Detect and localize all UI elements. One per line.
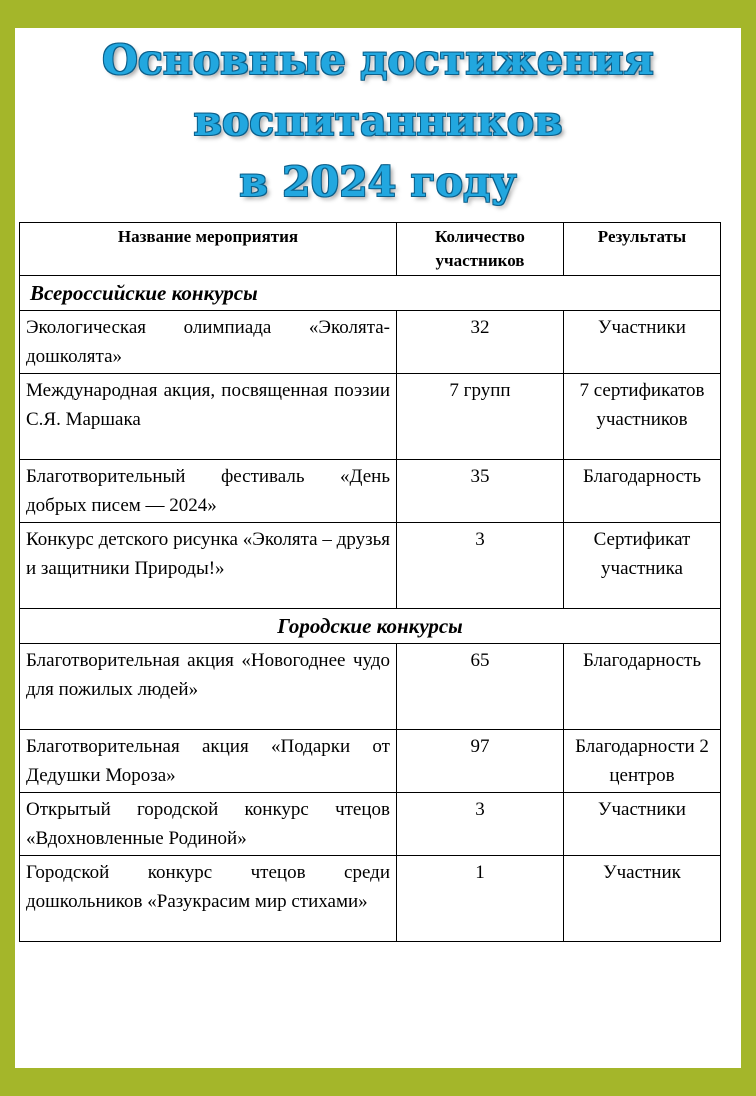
event-result: Сертификат участника [564, 523, 721, 609]
achievements-table [19, 222, 721, 942]
event-name: Благотворительная акция «Новогоднее чудо для пожилых людей» [20, 644, 397, 730]
table-row [20, 374, 721, 460]
section-title: Городские конкурсы [20, 609, 721, 644]
participant-count: 97 [397, 730, 564, 793]
table-row [20, 311, 721, 374]
participant-count: 65 [397, 644, 564, 730]
event-result: Благодарность [564, 644, 721, 730]
title-line-2: воспитанников [193, 97, 563, 145]
event-name: Благотворительный фестиваль «День добрых писем — 2024» [20, 460, 397, 523]
event-result: Участники [564, 311, 721, 374]
event-result: Благодарности 2 центров [564, 730, 721, 793]
participant-count: 3 [397, 793, 564, 856]
table-row [20, 730, 721, 793]
event-result: Участники [564, 793, 721, 856]
event-name: Экологическая олимпиада «Эколята-дошколята» [20, 311, 397, 374]
event-name: Международная акция, посвященная поэзии С.Я. Маршака [20, 374, 397, 460]
event-result: Участник [564, 856, 721, 942]
table-row [20, 460, 721, 523]
page-title [15, 30, 741, 213]
header-result: Результаты [564, 223, 721, 276]
table-row [20, 644, 721, 730]
participant-count: 3 [397, 523, 564, 609]
participant-count: 1 [397, 856, 564, 942]
section-title: Всероссийские конкурсы [20, 276, 721, 311]
title-line-3: в 2024 году [239, 158, 517, 206]
table-header-row [20, 223, 721, 276]
event-result: Благодарность [564, 460, 721, 523]
header-count: Количество участников [397, 223, 564, 276]
document-page [15, 28, 741, 1068]
event-name: Конкурс детского рисунка «Эколята – друзья и защитники Природы!» [20, 523, 397, 609]
event-result: 7 сертификатов участников [564, 374, 721, 460]
participant-count: 35 [397, 460, 564, 523]
event-name: Открытый городской конкурс чтецов «Вдохновленные Родиной» [20, 793, 397, 856]
participant-count: 32 [397, 311, 564, 374]
table-row [20, 793, 721, 856]
section-row-all-russian [20, 276, 721, 311]
event-name: Городской конкурс чтецов среди дошкольников «Разукрасим мир стихами» [20, 856, 397, 942]
table-row [20, 856, 721, 942]
event-name: Благотворительная акция «Подарки от Дедушки Мороза» [20, 730, 397, 793]
table-row [20, 523, 721, 609]
title-line-1: Основные достижения [102, 36, 654, 84]
section-row-city [20, 609, 721, 644]
header-name: Название мероприятия [20, 223, 397, 276]
participant-count: 7 групп [397, 374, 564, 460]
